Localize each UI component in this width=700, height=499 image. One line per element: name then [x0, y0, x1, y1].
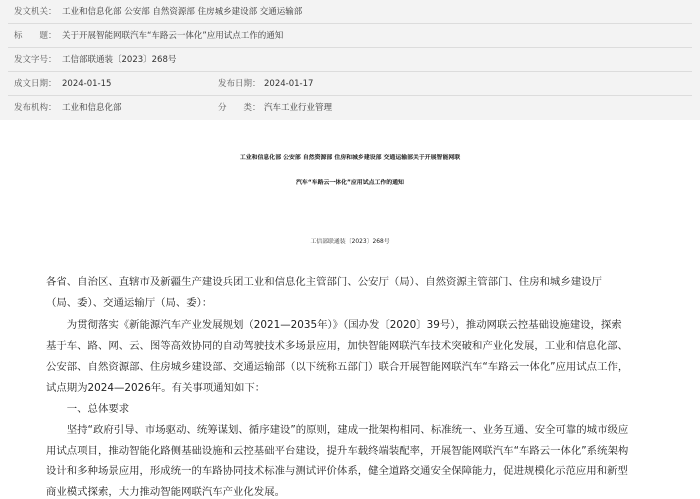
body-line: 商业模式探索，大力推动智能网联汽车产业化发展。 [46, 486, 285, 498]
body-line: 坚持“政府引导、市场驱动、统筹谋划、循序建设”的原则，建成一批架构相同、标准统一、业务互通、安全可靠的城市级应 [46, 424, 629, 436]
doc-number-value: 工信部联通装〔2023〕268号 [62, 55, 177, 65]
section-heading: 一、总体要求 [46, 403, 130, 415]
body-line: 公安部、自然资源部、住房城乡建设部、交通运输部（以下统称五部门）联合开展智能网联汽车“车路云一体化”应用试点工作， [46, 361, 629, 373]
body-line: 为贯彻落实《新能源汽车产业发展规划（2021—2035年）》（国办发〔2020〕39号），推动网联云控基础设施建设，探索 [46, 319, 622, 331]
publisher-label: 发布机构： [14, 103, 57, 113]
meta-row-dates [0, 72, 700, 96]
published-date-label: 发布日期： [218, 79, 261, 89]
title-label: 标 题： [14, 31, 57, 41]
category-label: 分 类： [218, 103, 261, 113]
title-value: 关于开展智能网联汽车“车路云一体化”应用试点工作的通知 [62, 31, 284, 41]
written-date-value: 2024-01-15 [62, 79, 112, 89]
body-line: 试点期为2024—2026年。有关事项通知如下： [46, 382, 266, 394]
body-line: 各省、自治区、直辖市及新疆生产建设兵团工业和信息化主管部门、公安厅（局）、自然资源主管部门、住房和城乡建设厅 [46, 276, 602, 288]
body-line: 基于车、路、网、云、图等高效协同的自动驾驶技术多场景应用，加快智能网联汽车技术突破和产业化发展，工业和信息化部、 [46, 340, 628, 352]
issuer-label: 发文机关： [14, 7, 57, 17]
written-date-label: 成文日期： [14, 79, 57, 89]
meta-row-issuer [0, 0, 700, 24]
meta-row-doc-number [0, 48, 700, 72]
document-title-line-1: 工业和信息化部 公安部 自然资源部 住房和城乡建设部 交通运输部关于开展智能网联 [239, 155, 461, 161]
published-date-value: 2024-01-17 [264, 79, 314, 89]
doc-number-label: 发文字号： [14, 55, 57, 65]
publisher-value: 工业和信息化部 [62, 103, 122, 113]
document-metadata-panel [0, 0, 700, 120]
category-value: 汽车工业行业管理 [264, 103, 333, 113]
document-number: 工信部联通装〔2023〕268号 [310, 239, 390, 245]
document-title-line-2: 汽车“车路云一体化”应用试点工作的通知 [296, 180, 404, 186]
issuer-value: 工业和信息化部 公安部 自然资源部 住房城乡建设部 交通运输部 [62, 7, 303, 17]
meta-row-title [0, 24, 700, 48]
body-line: 设计和多种场景应用，形成统一的车路协同技术标准与测试评价体系，健全道路交通安全保障能力，促进规模化示范应用和新型 [46, 465, 628, 477]
meta-row-publisher [0, 96, 700, 120]
body-line: 用试点项目，推动智能化路侧基础设施和云控基础平台建设，提升车载终端装配率，开展智能网联汽车“车路云一体化”系统架构 [46, 445, 629, 457]
body-line: （局、委）、交通运输厅（局、委）： [46, 297, 213, 309]
